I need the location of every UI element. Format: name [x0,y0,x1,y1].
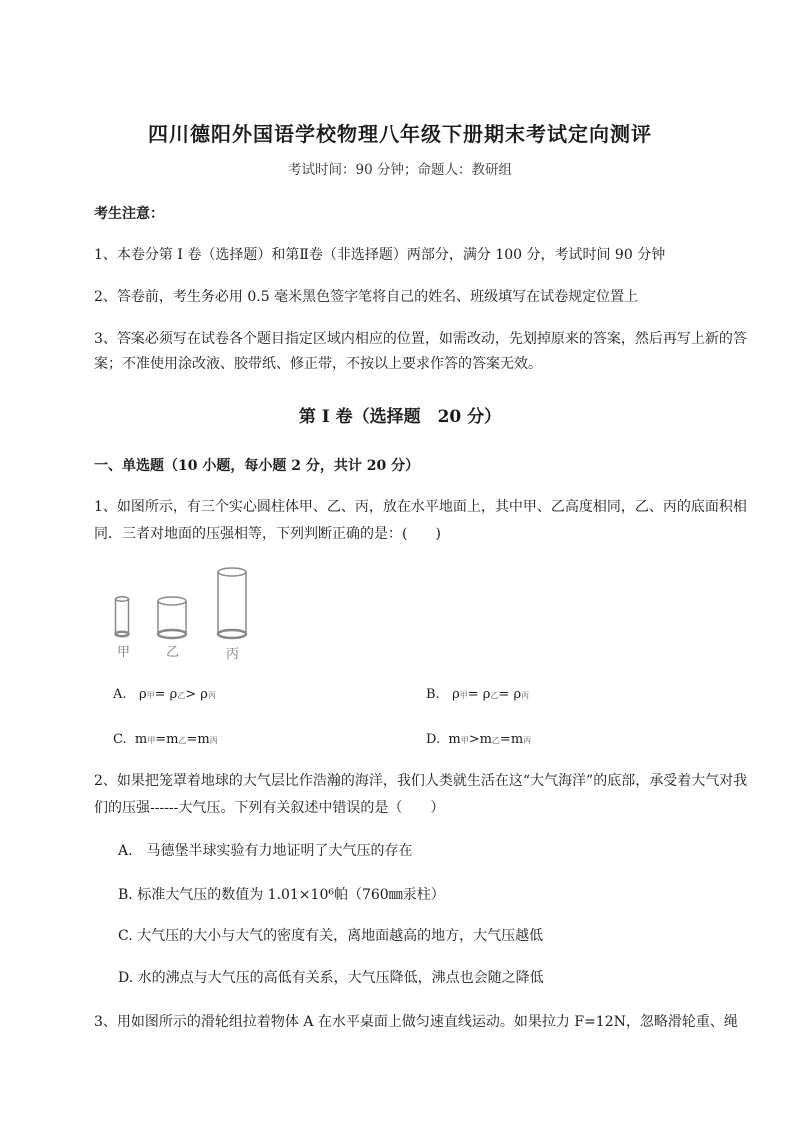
notice-item: 1、本卷分第 I 卷（选择题）和第Ⅱ卷（非选择题）两部分，满分 100 分，考试时间 90 分钟 [94,247,666,263]
question-2-stem: 2、如果把笼罩着地球的大气层比作浩瀚的海洋，我们人类就生活在这“大气海洋”的底部，承受着大气对我们的压强------大气压。下列有关叙述中错误的是（ ） [94,773,748,816]
figure-label-jia: 甲 [117,645,131,660]
q2-option-c[interactable]: C. 大气压的大小与大气的密度有关，离地面越高的地方，大气压越低 [118,928,544,944]
page-title: 四川德阳外国语学校物理八年级下册期末考试定向测评 [148,122,652,146]
cylinder-jia [116,597,129,636]
q1-option-c[interactable]: C. m甲=m乙=m丙 [113,732,218,747]
q2-option-a[interactable]: A. 马德堡半球实验有力地证明了大气压的存在 [118,843,413,859]
question-3-stem: 3、用如图所示的滑轮组拉着物体 A 在水平桌面上做匀速直线运动。如果拉力 F=12N，忽略滑轮重、绳 [94,1014,738,1030]
notice-item: 2、答卷前，考生务必用 0.5 毫米黑色签字笔将自己的姓名、班级填写在试卷规定位置上 [94,289,639,305]
q2-option-d[interactable]: D. 水的沸点与大气压的高低有关系，大气压降低，沸点也会随之降低 [118,970,544,986]
section-subtitle: 一、单选题（10 小题，每小题 2 分，共计 20 分） [94,458,420,474]
cylinder-yi [158,597,186,638]
q1-option-b[interactable]: B. ρ甲= ρ乙= ρ丙 [426,687,530,702]
page-subtitle: 考试时间：90 分钟；命题人：教研组 [288,162,512,178]
figure-label-yi: 乙 [166,645,180,660]
q1-option-d[interactable]: D. m甲>m乙=m丙 [426,732,532,747]
notice-item: 3、答案必须写在试卷各个题目指定区域内相应的位置，如需改动，先划掉原来的答案，然后再写上新的答案；不准使用涂改液、胶带纸、修正带，不按以上要求作答的答案无效。 [94,331,747,372]
notice-heading: 考生注意： [94,206,164,222]
cylinder-bing [218,568,246,638]
q1-option-a[interactable]: A. ρ甲= ρ乙> ρ丙 [113,687,216,702]
section-title: 第 I 卷（选择题 20 分） [298,407,502,427]
question-1-stem: 1、如图所示，有三个实心圆柱体甲、乙、丙，放在水平地面上，其中甲、乙高度相同，乙、丙的底面积相同．三者对地面的压强相等，下列判断正确的是：( ) [94,499,747,542]
cylinders-figure [108,562,268,662]
figure-label-bing: 丙 [226,647,240,662]
q2-option-b[interactable]: B. 标准大气压的数值为 1.01×10⁶帕（760㎜汞柱） [118,887,445,903]
